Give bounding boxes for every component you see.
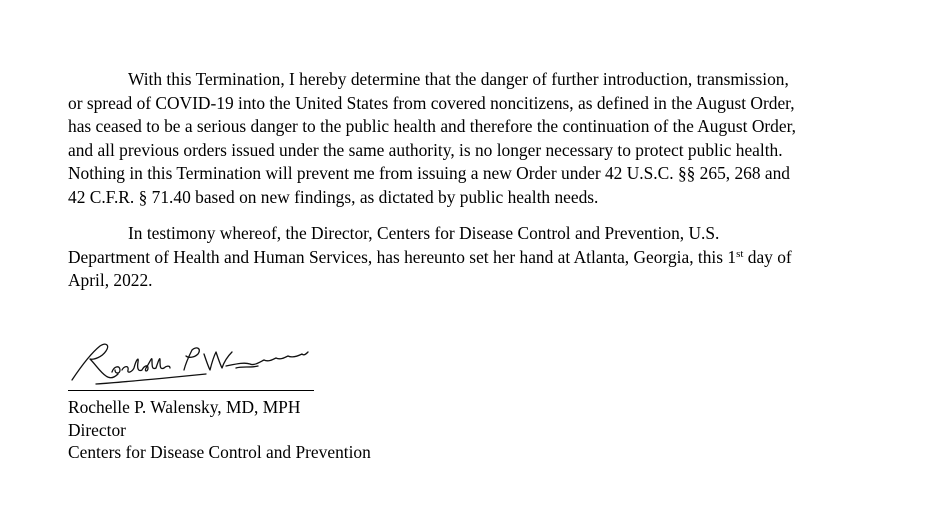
signer-name: Rochelle P. Walensky, MD, MPH bbox=[68, 397, 301, 417]
paragraph-line: 42 C.F.R. § 71.40 based on new findings, as dictated by public health needs. bbox=[68, 186, 599, 207]
paragraph-line: or spread of COVID-19 into the United States from covered noncitizens, as defined in the August Order, bbox=[68, 92, 795, 113]
paragraph-line: Nothing in this Termination will prevent me from issuing a new Order under 42 U.S.C. §§ 265, 268 and bbox=[68, 163, 791, 184]
paragraph-line: In testimony whereof, the Director, Centers for Disease Control and Prevention, U.S. bbox=[128, 223, 720, 243]
signature-line bbox=[68, 390, 314, 391]
paragraph-line: has ceased to be a serious danger to the public health and therefore the continuation of the August Order, bbox=[68, 116, 797, 137]
paragraph-line: With this Termination, I hereby determine that the danger of further introduction, transmission, bbox=[128, 69, 789, 89]
signature-block bbox=[68, 396, 371, 464]
ordinal-superscript: st bbox=[736, 247, 744, 260]
testimony-paragraph bbox=[68, 222, 898, 293]
paragraph-line: April, 2022. bbox=[68, 270, 153, 291]
paragraph-line: and all previous orders issued under the same authority, is no longer necessary to protect public health. bbox=[68, 139, 783, 160]
handwritten-signature bbox=[66, 332, 336, 392]
paragraph-line: Department of Health and Human Services, has hereunto set her hand at Atlanta, Georgia, this 1st day of bbox=[68, 246, 792, 267]
signer-organization: Centers for Disease Control and Prevention bbox=[68, 442, 371, 462]
signer-title: Director bbox=[68, 419, 126, 440]
termination-paragraph bbox=[68, 68, 898, 210]
